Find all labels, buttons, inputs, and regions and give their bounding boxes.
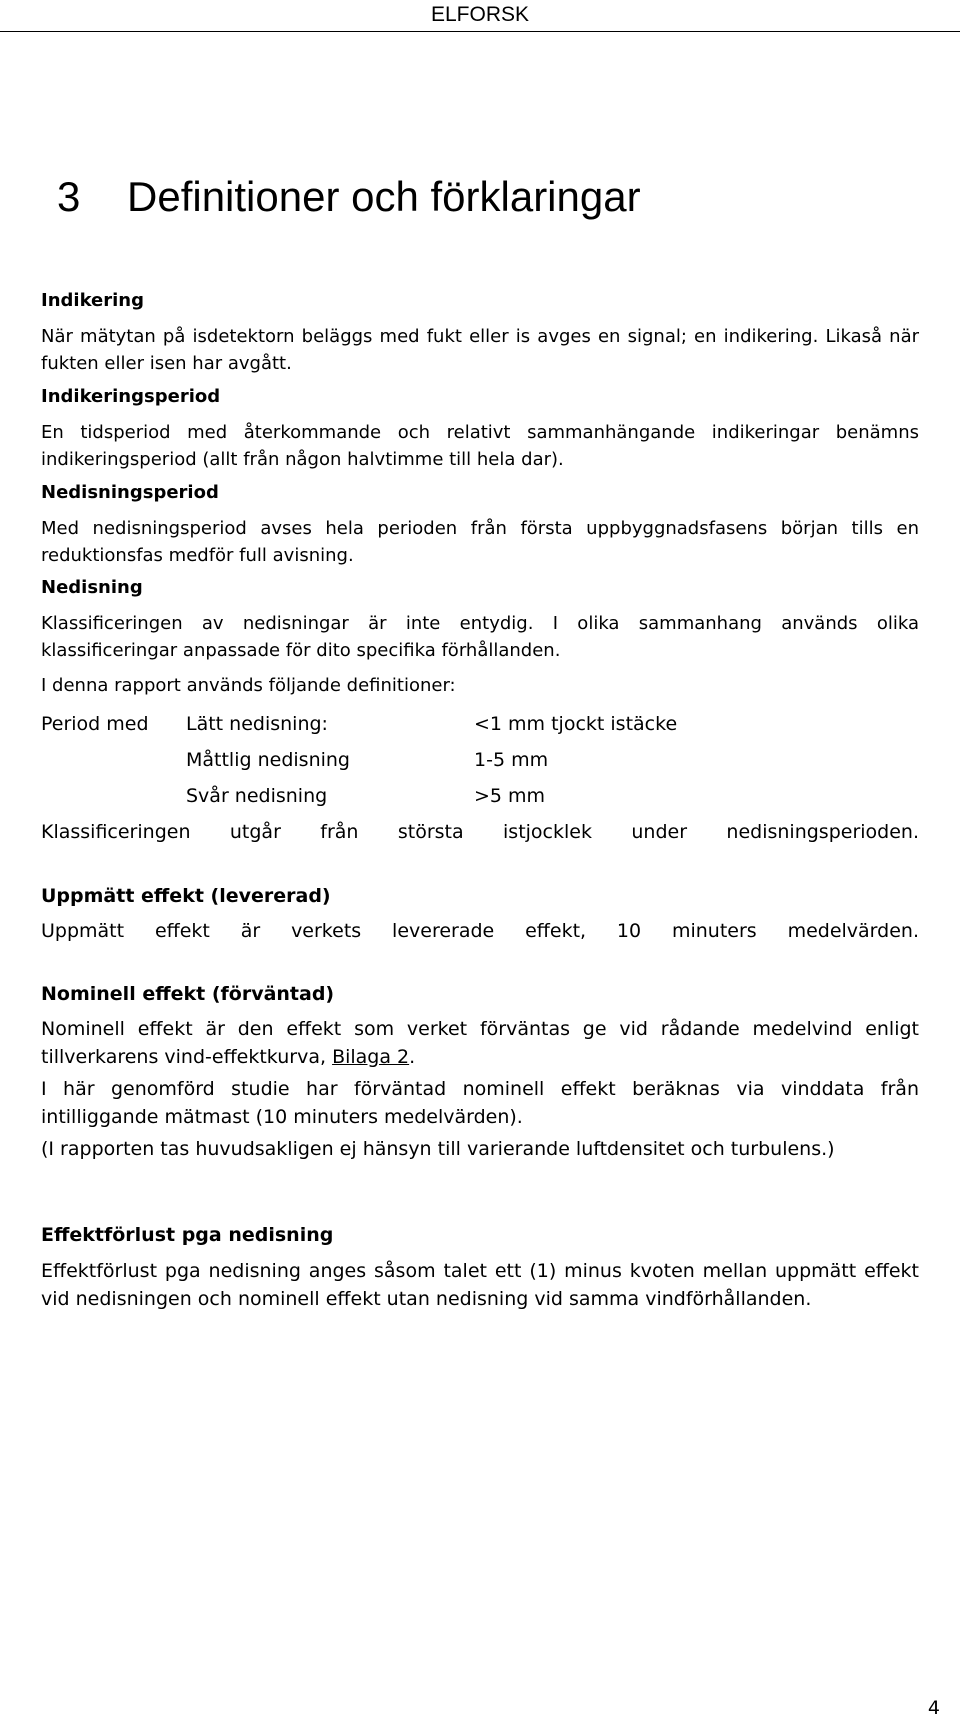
definition-row bbox=[41, 746, 919, 774]
text-nedisningsperiod: Med nedisningsperiod avses hela perioden från första uppbyggnadsfasens början tills en reduktionsfas medför full avisning. bbox=[41, 518, 919, 566]
running-header: ELFORSK bbox=[430, 3, 530, 26]
text-nedisning-intro: I denna rapport används följande definitioner: bbox=[41, 675, 456, 696]
text-klassificering-note: Klassificeringen utgår från största istjocklek under nedisningsperioden. bbox=[41, 821, 919, 843]
heading-uppmatt-effekt: Uppmätt effekt (levererad) bbox=[41, 885, 331, 907]
text-effektforlust: Effektförlust pga nedisning anges såsom talet ett (1) minus kvoten mellan uppmätt effekt vid nedisningen och nominell effekt utan nedisning vid samma vindförhållanden. bbox=[41, 1260, 919, 1310]
text-indikeringsperiod: En tidsperiod med återkommande och relativt sammanhängande indikeringar benämns indikeringsperiod (allt från någon halvtimme till hela dar). bbox=[41, 422, 919, 470]
header-divider bbox=[0, 31, 960, 32]
definition-thickness: <1 mm tjockt istäcke bbox=[474, 713, 678, 735]
definition-class: Lätt nedisning: bbox=[186, 713, 328, 735]
text-nominell-effekt-body: Nominell effekt är den effekt som verket förväntas ge vid rådande medelvind enligt tillverkarens vind-effektkurva, bbox=[41, 1018, 919, 1068]
text-nominell-note: (I rapporten tas huvudsakligen ej hänsyn till varierande luftdensitet och turbulens.) bbox=[41, 1138, 835, 1160]
text-nominell-studie: I här genomförd studie har förväntad nominell effekt beräknas via vinddata från intilliggande mätmast (10 minuters medelvärden). bbox=[41, 1078, 919, 1128]
definition-class: Svår nedisning bbox=[186, 785, 328, 807]
chapter-title bbox=[57, 172, 641, 222]
definition-row bbox=[41, 710, 919, 738]
text-nominell-effekt-end: . bbox=[409, 1046, 416, 1068]
chapter-number: 3 bbox=[57, 173, 81, 220]
text-nominell-effekt bbox=[41, 1015, 919, 1071]
definition-period: Period med bbox=[41, 713, 149, 735]
heading-nedisningsperiod: Nedisningsperiod bbox=[41, 482, 219, 503]
heading-nedisning: Nedisning bbox=[41, 577, 143, 598]
page-number: 4 bbox=[927, 1697, 940, 1719]
text-indikering: När mätytan på isdetektorn beläggs med fukt eller is avges en signal; en indikering. Likaså när fukten eller isen har avgått. bbox=[41, 326, 919, 374]
bilaga-2-link[interactable]: Bilaga 2 bbox=[332, 1046, 410, 1068]
heading-effektforlust: Effektförlust pga nedisning bbox=[41, 1224, 334, 1246]
heading-indikeringsperiod: Indikeringsperiod bbox=[41, 386, 221, 407]
definition-thickness: >5 mm bbox=[474, 785, 546, 807]
definition-class: Måttlig nedisning bbox=[186, 749, 350, 771]
definition-row bbox=[41, 782, 919, 810]
chapter-title-text: Definitioner och förklaringar bbox=[127, 173, 641, 220]
heading-indikering: Indikering bbox=[41, 290, 145, 311]
heading-nominell-effekt: Nominell effekt (förväntad) bbox=[41, 983, 335, 1005]
definition-thickness: 1-5 mm bbox=[474, 749, 549, 771]
text-uppmatt-effekt: Uppmätt effekt är verkets levererade effekt, 10 minuters medelvärden. bbox=[41, 920, 919, 942]
text-nedisning: Klassificeringen av nedisningar är inte entydig. I olika sammanhang används olika klassificeringar anpassade för dito specifika förhållanden. bbox=[41, 613, 919, 661]
